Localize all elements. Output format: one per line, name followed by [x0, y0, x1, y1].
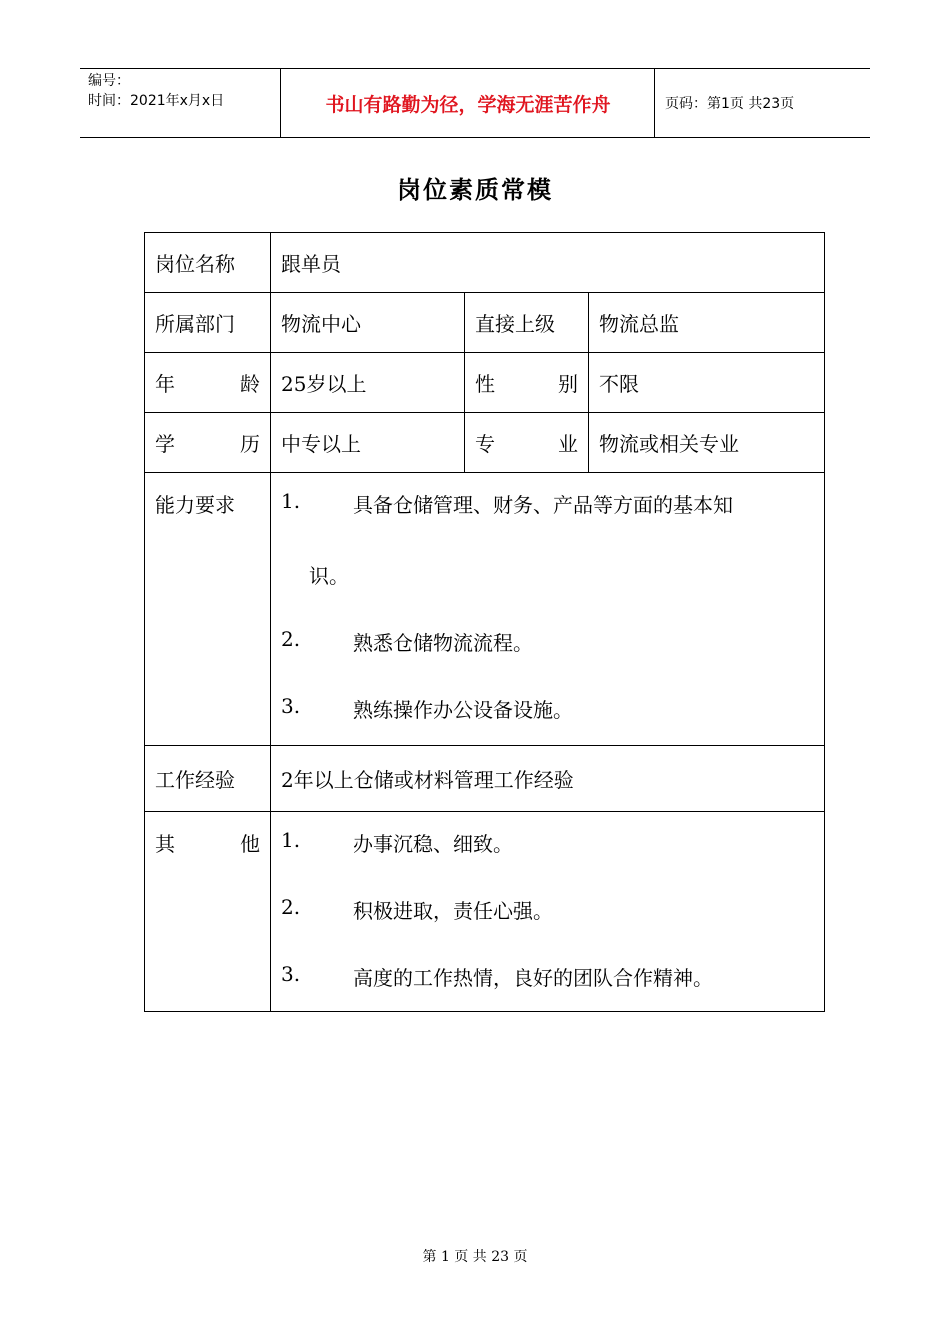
- header-motto: 书山有路勤为径，学海无涯苦作舟: [282, 69, 655, 137]
- list-item-number: 2.: [281, 627, 301, 651]
- other-label-char-1: 其: [155, 832, 175, 856]
- list-item-number: 3.: [281, 694, 301, 718]
- major-label-char-2: 业: [558, 432, 578, 456]
- education-label: [145, 413, 271, 473]
- experience-value: 2年以上仓储或材料管理工作经验: [271, 746, 825, 812]
- table-row: [145, 353, 825, 413]
- major-label-char-1: 专: [475, 432, 495, 456]
- post-name-value: 跟单员: [271, 233, 825, 293]
- dept-label: 所属部门: [145, 293, 271, 353]
- major-value: 物流或相关专业: [589, 413, 825, 473]
- list-item: [281, 489, 814, 518]
- age-label-char-2: 龄: [240, 372, 260, 396]
- education-label-char-1: 学: [155, 432, 175, 456]
- page-header: [80, 68, 870, 138]
- other-list: [271, 812, 825, 1012]
- list-item-text: 积极进取，责任心强。: [353, 899, 553, 923]
- table-row: [145, 233, 825, 293]
- list-item: [281, 962, 814, 991]
- superior-label: 直接上级: [465, 293, 589, 353]
- list-item-number: 1.: [281, 828, 301, 852]
- ability-label: 能力要求: [145, 473, 271, 746]
- header-page-info: 页码：第1页 共23页: [665, 96, 795, 112]
- ability-list: [271, 473, 825, 746]
- age-label-char-1: 年: [155, 372, 175, 396]
- document-title: 岗位素质常模: [397, 176, 553, 204]
- list-item-text: 高度的工作热情，良好的团队合作精神。: [353, 966, 713, 990]
- education-label-char-2: 历: [240, 432, 260, 456]
- list-item-text: 熟悉仓储物流流程。: [353, 631, 533, 655]
- page-footer: 第 1 页 共 23 页: [422, 1249, 528, 1265]
- table-row: [145, 293, 825, 353]
- gender-value: 不限: [589, 353, 825, 413]
- table-row: [145, 473, 825, 746]
- list-item: [281, 694, 814, 723]
- list-item-number: 3.: [281, 962, 301, 986]
- list-item-text: 熟练操作办公设备设施。: [353, 698, 573, 722]
- experience-label: 工作经验: [145, 746, 271, 812]
- list-item: [281, 895, 814, 924]
- list-item-text: 办事沉稳、细致。: [353, 832, 513, 856]
- table-row: [145, 812, 825, 1012]
- table-row: [145, 746, 825, 812]
- gender-label-char-1: 性: [475, 372, 495, 396]
- education-value: 中专以上: [271, 413, 465, 473]
- age-value: 25岁以上: [271, 353, 465, 413]
- time-label: 时间：2021年x月x日: [88, 93, 225, 109]
- gender-label: [465, 353, 589, 413]
- job-profile-table: [144, 232, 825, 1012]
- header-meta: [80, 69, 281, 137]
- other-label-char-2: 他: [240, 832, 260, 856]
- list-item-number: 2.: [281, 895, 301, 919]
- superior-value: 物流总监: [589, 293, 825, 353]
- list-item: [281, 627, 814, 656]
- other-label: [145, 812, 271, 1012]
- table-row: [145, 413, 825, 473]
- gender-label-char-2: 别: [558, 372, 578, 396]
- list-item-number: 1.: [281, 489, 301, 513]
- number-label: 编号：: [88, 73, 130, 89]
- list-item-text: 具备仓储管理、财务、产品等方面的基本知: [353, 493, 733, 517]
- dept-value: 物流中心: [271, 293, 465, 353]
- list-item: [281, 828, 814, 857]
- major-label: [465, 413, 589, 473]
- post-name-label: 岗位名称: [145, 233, 271, 293]
- age-label: [145, 353, 271, 413]
- list-item-text-continued: 识。: [309, 564, 349, 588]
